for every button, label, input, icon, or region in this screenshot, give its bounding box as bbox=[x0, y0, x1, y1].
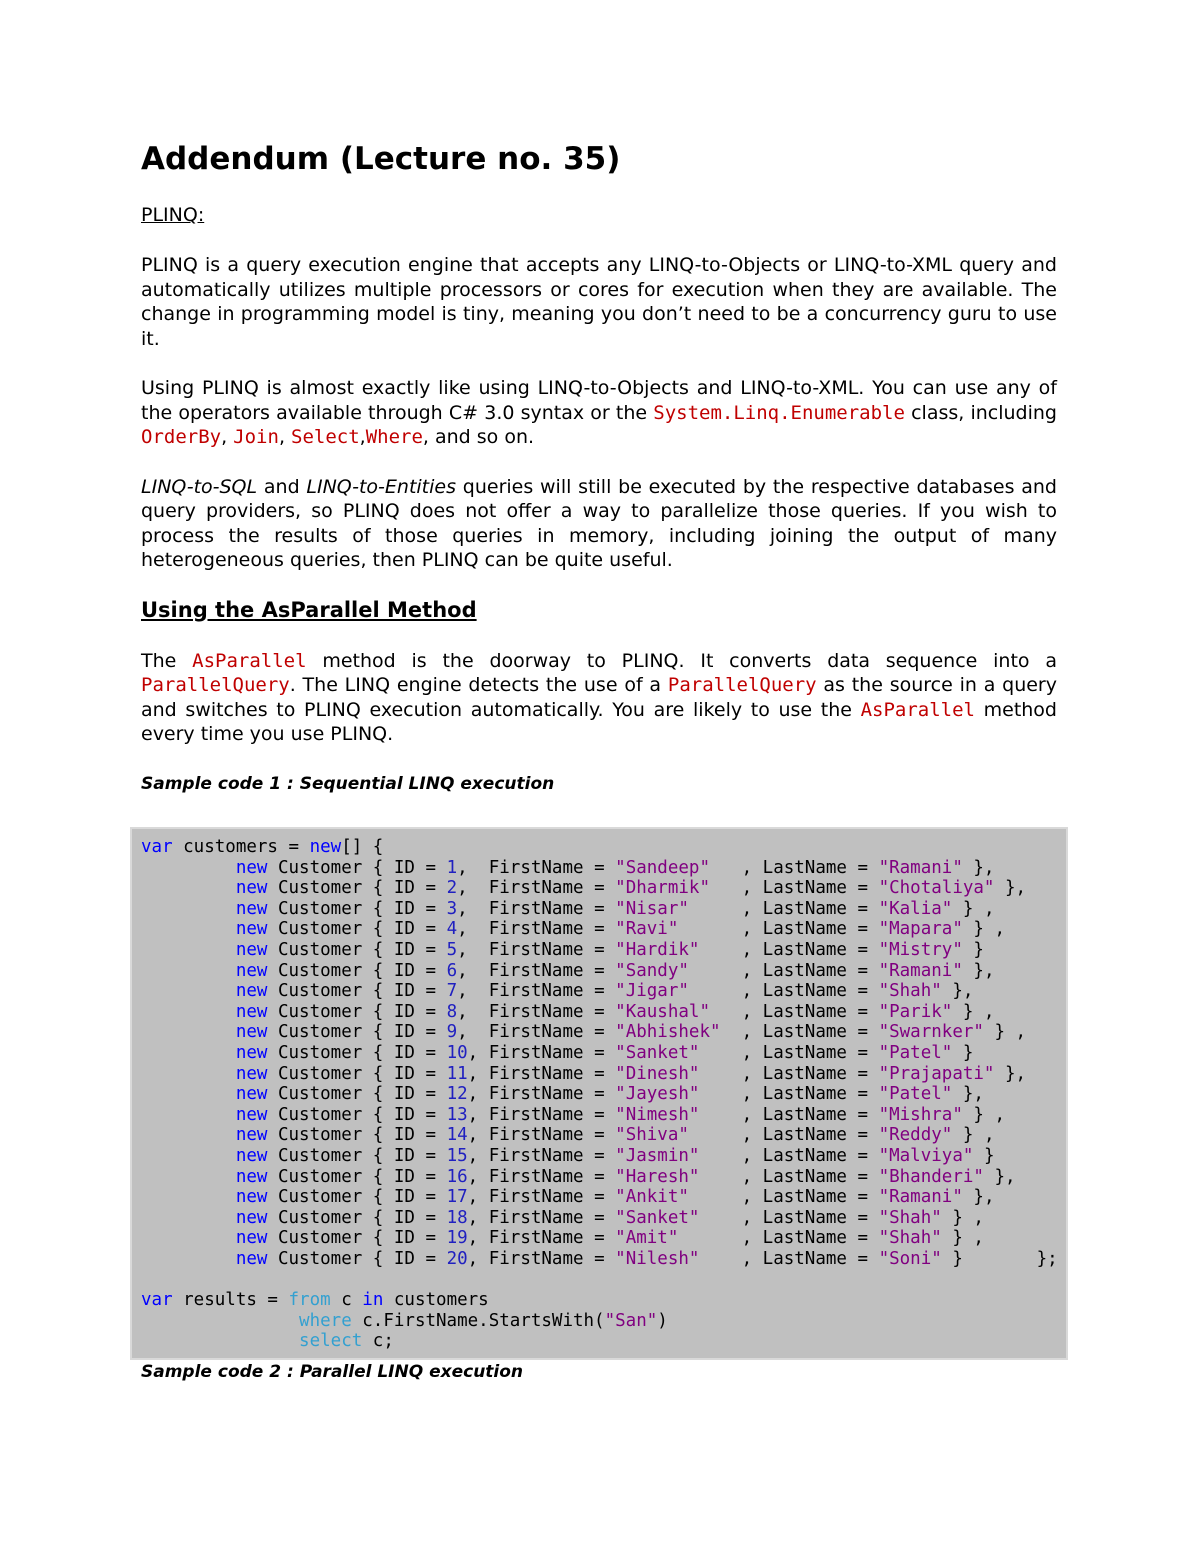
code-text: Customer { ID = bbox=[267, 1042, 447, 1063]
customer-first-name: "Haresh" bbox=[615, 1166, 700, 1187]
code-text: Customer { ID = bbox=[267, 1104, 447, 1125]
customer-id: 18 bbox=[446, 1207, 468, 1228]
parallelquery-type: ParallelQuery bbox=[141, 674, 290, 696]
code-text: Customer { ID = bbox=[267, 1084, 447, 1105]
code-text: } , bbox=[941, 1228, 984, 1249]
code-text: , FirstName = bbox=[457, 981, 616, 1002]
code-indent bbox=[141, 1146, 236, 1166]
customer-first-name: "Dharmik" bbox=[615, 878, 710, 899]
code-text: ) bbox=[657, 1310, 668, 1331]
customer-first-name: "Jasmin" bbox=[615, 1145, 700, 1166]
code-keyword: new bbox=[235, 1207, 268, 1228]
customer-last-name: "Mapara" bbox=[878, 919, 963, 940]
code-indent bbox=[141, 1043, 236, 1063]
code-line-customer bbox=[141, 1022, 1026, 1042]
code-text: , FirstName = bbox=[467, 1125, 616, 1146]
code-text: , LastName = bbox=[678, 1228, 879, 1249]
customer-first-name: "Shiva" bbox=[615, 1125, 689, 1146]
code-text: , FirstName = bbox=[457, 1022, 616, 1043]
code-text: }, bbox=[994, 1063, 1027, 1084]
code-text: , FirstName = bbox=[467, 1248, 616, 1269]
code-text: , FirstName = bbox=[457, 919, 616, 940]
code-text: Customer { ID = bbox=[267, 878, 447, 899]
sample-code-2-caption: Sample code 2 : Parallel LINQ execution bbox=[141, 1362, 524, 1382]
code-text: Customer { ID = bbox=[267, 1145, 447, 1166]
customer-id: 13 bbox=[446, 1104, 468, 1125]
code-indent bbox=[141, 858, 236, 878]
code-text: customers bbox=[383, 1290, 489, 1311]
code-line-customer bbox=[141, 1105, 1005, 1125]
customer-first-name: "Ankit" bbox=[615, 1187, 689, 1208]
code-line-customer bbox=[141, 919, 1005, 939]
code-text: , LastName = bbox=[699, 1248, 879, 1269]
code-line-customer bbox=[141, 1167, 1016, 1187]
code-text: c; bbox=[362, 1331, 394, 1352]
code-indent bbox=[141, 1105, 236, 1125]
code-text: , LastName = bbox=[688, 981, 879, 1002]
code-text: , FirstName = bbox=[457, 1001, 616, 1022]
customer-last-name: "Mishra" bbox=[878, 1104, 963, 1125]
customer-id: 1 bbox=[446, 857, 458, 878]
enumerable-class: System.Linq.Enumerable bbox=[653, 401, 905, 424]
code-line-customer bbox=[141, 1208, 984, 1228]
code-keyword: new bbox=[235, 1248, 268, 1269]
paragraph-asparallel bbox=[141, 649, 1057, 747]
code-line-customer bbox=[141, 1043, 973, 1063]
code-text: , FirstName = bbox=[467, 1084, 616, 1105]
code-text: , LastName = bbox=[709, 878, 879, 899]
customer-first-name: "Jigar" bbox=[615, 981, 689, 1002]
code-text: , FirstName = bbox=[467, 1207, 616, 1228]
code-text: Customer { ID = bbox=[267, 1022, 447, 1043]
code-text: }, bbox=[962, 1187, 995, 1208]
code-text: , LastName = bbox=[699, 1063, 879, 1084]
text-segment: The bbox=[141, 649, 193, 672]
code-indent bbox=[141, 1187, 236, 1207]
text-segment: method every time you use PLINQ. bbox=[141, 698, 1057, 745]
code-keyword: new bbox=[235, 1187, 268, 1208]
customer-id: 16 bbox=[446, 1166, 468, 1187]
code-keyword: new bbox=[235, 1228, 268, 1249]
paragraph-plinq-intro: PLINQ is a query execution engine that accepts any LINQ-to-Objects or LINQ-to-XML query and automatically utilizes multiple processors or cores for execution when they are available. The change in programming model is tiny, meaning you don’t need to be a concurrency guru to use it. bbox=[141, 254, 1057, 350]
text-segment: and bbox=[257, 475, 307, 498]
customer-id: 7 bbox=[446, 981, 458, 1002]
code-text: , LastName = bbox=[688, 898, 879, 919]
code-keyword: new bbox=[235, 1063, 268, 1084]
customer-last-name: "Soni" bbox=[878, 1248, 942, 1269]
code-text: Customer { ID = bbox=[267, 1001, 447, 1022]
customer-lines bbox=[141, 858, 1058, 1269]
customer-first-name: "Ravi" bbox=[615, 919, 679, 940]
code-text: results = bbox=[172, 1290, 289, 1311]
code-line-customer bbox=[141, 858, 994, 878]
customer-first-name: "Nimesh" bbox=[615, 1104, 700, 1125]
code-indent bbox=[141, 1249, 236, 1269]
code-text: } , bbox=[983, 1022, 1027, 1043]
code-text: , LastName = bbox=[699, 939, 879, 960]
customer-id: 15 bbox=[446, 1145, 468, 1166]
code-text: Customer { ID = bbox=[267, 1125, 447, 1146]
customer-id: 11 bbox=[446, 1063, 468, 1084]
term-linq-to-sql: LINQ-to-SQL bbox=[141, 475, 258, 498]
code-text: } bbox=[973, 1145, 995, 1166]
code-text: } , bbox=[952, 898, 995, 919]
customer-id: 20 bbox=[446, 1248, 468, 1269]
customer-last-name: "Parik" bbox=[878, 1001, 953, 1022]
code-keyword: new bbox=[235, 898, 268, 919]
page-title: Addendum (Lecture no. 35) bbox=[141, 141, 621, 177]
op-join: Join bbox=[233, 426, 279, 448]
code-text: }, bbox=[962, 960, 995, 981]
code-keyword: var bbox=[141, 837, 173, 857]
code-keyword: new bbox=[309, 837, 342, 857]
customer-last-name: "Ramani" bbox=[878, 1187, 963, 1208]
code-keyword: where bbox=[299, 1310, 352, 1331]
code-line-customer bbox=[141, 1228, 984, 1248]
text-segment: method is the doorway to PLINQ. It converts data sequence into a bbox=[306, 649, 1057, 672]
code-text: } }; bbox=[941, 1248, 1058, 1269]
code-keyword: new bbox=[235, 857, 268, 878]
code-text: Customer { ID = bbox=[267, 939, 447, 960]
customer-first-name: "Sandy" bbox=[615, 960, 689, 981]
customer-first-name: "Hardik" bbox=[615, 939, 700, 960]
code-keyword: new bbox=[235, 878, 268, 899]
customer-first-name: "Nilesh" bbox=[615, 1248, 700, 1269]
code-text: Customer { ID = bbox=[267, 1187, 447, 1208]
code-text: c.FirstName.StartsWith( bbox=[351, 1310, 605, 1331]
code-text: , LastName = bbox=[699, 1104, 879, 1125]
code-text: }, bbox=[952, 1084, 984, 1105]
code-text: } bbox=[952, 1042, 974, 1063]
code-indent bbox=[141, 961, 236, 981]
code-text: , LastName = bbox=[688, 1125, 879, 1146]
code-text: , LastName = bbox=[699, 1166, 879, 1187]
customer-first-name: "Nisar" bbox=[615, 898, 689, 919]
code-text: , FirstName = bbox=[457, 878, 616, 899]
code-text: , FirstName = bbox=[457, 857, 616, 878]
customer-last-name: "Ramani" bbox=[878, 857, 963, 878]
code-keyword: new bbox=[235, 1084, 268, 1105]
code-keyword: select bbox=[299, 1331, 363, 1352]
parallelquery-type: ParallelQuery bbox=[667, 674, 817, 696]
customer-last-name: "Prajapati" bbox=[878, 1063, 995, 1084]
code-line-customer bbox=[141, 1002, 994, 1022]
code-text: } , bbox=[962, 1104, 1006, 1125]
code-text: }, bbox=[962, 857, 995, 878]
customer-first-name: "Sanket" bbox=[615, 1042, 700, 1063]
code-text: }, bbox=[994, 878, 1027, 899]
code-indent bbox=[141, 1167, 236, 1187]
customer-last-name: "Mistry" bbox=[878, 939, 963, 960]
code-text: , LastName = bbox=[688, 1187, 879, 1208]
code-keyword: new bbox=[235, 981, 268, 1002]
customer-last-name: "Shah" bbox=[878, 1207, 942, 1228]
code-text: } , bbox=[952, 1001, 995, 1022]
code-text: , FirstName = bbox=[457, 898, 616, 919]
code-line-customer bbox=[141, 940, 984, 960]
paragraph-linq-sql bbox=[141, 475, 1057, 573]
customer-first-name: "Abhishek" bbox=[615, 1022, 721, 1043]
customer-id: 12 bbox=[446, 1084, 468, 1105]
code-indent bbox=[141, 899, 236, 919]
code-line-customer bbox=[141, 1064, 1026, 1084]
code-line-customer bbox=[141, 1084, 984, 1104]
code-indent bbox=[141, 1002, 236, 1022]
code-keyword: from bbox=[288, 1290, 331, 1311]
code-text: , FirstName = bbox=[457, 939, 616, 960]
code-keyword: new bbox=[235, 1166, 268, 1187]
op-select: Select bbox=[291, 426, 360, 448]
customer-id: 9 bbox=[446, 1022, 458, 1043]
customer-id: 14 bbox=[446, 1125, 468, 1146]
code-line-customer bbox=[141, 878, 1026, 898]
code-text: , FirstName = bbox=[467, 1166, 616, 1187]
code-block bbox=[130, 827, 1068, 1360]
code-text: Customer { ID = bbox=[267, 919, 447, 940]
term-linq-to-entities: LINQ-to-Entities bbox=[306, 475, 456, 498]
code-text: , FirstName = bbox=[457, 960, 616, 981]
code-keyword: new bbox=[235, 1022, 268, 1043]
code-text: , LastName = bbox=[709, 1001, 879, 1022]
code-text: } , bbox=[952, 1125, 995, 1146]
text-segment: as the source in a query and switches to PLINQ execution automatically. You are likely to use the bbox=[141, 674, 1057, 721]
customer-last-name: "Kalia" bbox=[878, 898, 953, 919]
code-keyword: new bbox=[235, 960, 268, 981]
code-text: , LastName = bbox=[699, 1084, 879, 1105]
code-text: , FirstName = bbox=[467, 1145, 616, 1166]
customer-id: 17 bbox=[446, 1187, 468, 1208]
code-content bbox=[141, 837, 1062, 1352]
code-indent bbox=[141, 1125, 236, 1145]
customer-first-name: "Jayesh" bbox=[615, 1084, 700, 1105]
customer-first-name: "Amit" bbox=[615, 1228, 679, 1249]
customer-last-name: "Patel" bbox=[878, 1084, 953, 1105]
code-text: Customer { ID = bbox=[267, 1207, 447, 1228]
text-segment: Using PLINQ is almost exactly like using LINQ-to-Objects and LINQ-to-XML. You can use any of the operators available through C# 3.0 syntax or the bbox=[141, 377, 1057, 424]
text-segment: queries will still be executed by the respective databases and query providers, so PLINQ does not offer a way to parallelize those queries. If you wish to process the results of those queries in memory, including joining the output of many heterogeneous queries, then PLINQ can be quite useful. bbox=[141, 475, 1057, 571]
customer-first-name: "Kaushal" bbox=[615, 1001, 710, 1022]
customer-id: 4 bbox=[446, 919, 458, 940]
code-text: , FirstName = bbox=[467, 1063, 616, 1084]
code-text: }, bbox=[941, 981, 974, 1002]
customer-last-name: "Shah" bbox=[878, 981, 942, 1002]
code-keyword: new bbox=[235, 939, 268, 960]
code-keyword: new bbox=[235, 1145, 268, 1166]
customer-id: 19 bbox=[446, 1228, 468, 1249]
code-line-customer bbox=[141, 961, 994, 981]
code-text: }, bbox=[983, 1166, 1016, 1187]
code-keyword: new bbox=[235, 1001, 268, 1022]
code-indent bbox=[141, 1064, 236, 1084]
plinq-heading: PLINQ: bbox=[141, 204, 205, 226]
code-text: , FirstName = bbox=[467, 1042, 616, 1063]
asparallel-method: AsParallel bbox=[860, 698, 975, 721]
code-text: , FirstName = bbox=[467, 1104, 616, 1125]
code-keyword: var bbox=[141, 1290, 173, 1311]
code-line-customer bbox=[141, 1146, 994, 1166]
customer-last-name: "Bhanderi" bbox=[878, 1166, 984, 1187]
code-text: , LastName = bbox=[709, 857, 879, 878]
code-line-customer bbox=[141, 1187, 994, 1207]
code-text: , LastName = bbox=[688, 960, 879, 981]
code-line-customer bbox=[141, 899, 995, 919]
code-keyword: in bbox=[362, 1290, 384, 1311]
code-text: Customer { ID = bbox=[267, 981, 447, 1002]
code-text: , FirstName = bbox=[467, 1228, 616, 1249]
code-keyword: new bbox=[235, 1125, 268, 1146]
code-string: "San" bbox=[604, 1310, 658, 1331]
code-text: Customer { ID = bbox=[267, 1228, 447, 1249]
code-indent bbox=[141, 1228, 236, 1248]
code-line-customer bbox=[141, 981, 973, 1001]
code-text: , FirstName = bbox=[467, 1187, 616, 1208]
code-text: Customer { ID = bbox=[267, 960, 447, 981]
customer-id: 3 bbox=[446, 898, 458, 919]
customer-last-name: "Malviya" bbox=[878, 1145, 974, 1166]
code-keyword: new bbox=[235, 1104, 268, 1125]
code-text: Customer { ID = bbox=[267, 1166, 447, 1187]
code-text: } , bbox=[962, 919, 1006, 940]
asparallel-method: AsParallel bbox=[192, 649, 307, 672]
code-text: } , bbox=[941, 1207, 984, 1228]
customer-last-name: "Shah" bbox=[878, 1228, 942, 1249]
code-text: Customer { ID = bbox=[267, 1248, 447, 1269]
code-text: , LastName = bbox=[678, 919, 879, 940]
code-line-customer bbox=[141, 1125, 995, 1145]
code-text: , LastName = bbox=[699, 1145, 879, 1166]
text-segment: . The LINQ engine detects the use of a bbox=[289, 674, 668, 696]
paragraph-plinq-usage: Using PLINQ is almost exactly like using LINQ-to-Objects and LINQ-to-XML. You can use any of the operators available through C# 3.0 syntax or the System.Linq.Enumerable class, including OrderBy, Join, Select,Where, and so on. bbox=[141, 377, 1057, 448]
customer-id: 2 bbox=[446, 878, 458, 899]
customer-last-name: "Swarnker" bbox=[878, 1022, 984, 1043]
document-page bbox=[141, 138, 1057, 795]
code-indent bbox=[141, 1208, 236, 1228]
customer-last-name: "Reddy" bbox=[878, 1125, 953, 1146]
code-text: Customer { ID = bbox=[267, 857, 447, 878]
code-keyword: new bbox=[235, 1042, 268, 1063]
code-indent bbox=[141, 940, 236, 960]
asparallel-heading: Using the AsParallel Method bbox=[141, 597, 477, 622]
code-text: , LastName = bbox=[720, 1022, 879, 1043]
text-segment: class, including bbox=[904, 401, 1057, 424]
customer-id: 8 bbox=[446, 1001, 458, 1022]
code-text: Customer { ID = bbox=[267, 1063, 447, 1084]
customer-id: 6 bbox=[446, 960, 458, 981]
code-keyword: new bbox=[235, 919, 268, 940]
code-text: Customer { ID = bbox=[267, 898, 447, 919]
code-indent bbox=[141, 919, 236, 939]
customer-id: 5 bbox=[446, 939, 458, 960]
code-text: [] { bbox=[341, 837, 384, 857]
code-indent bbox=[141, 878, 236, 898]
op-where: Where bbox=[365, 426, 423, 448]
code-text: , LastName = bbox=[699, 1042, 879, 1063]
customer-first-name: "Sandeep" bbox=[615, 857, 710, 878]
code-text: , LastName = bbox=[699, 1207, 879, 1228]
customer-last-name: "Chotaliya" bbox=[878, 878, 995, 899]
sample-code-1-caption: Sample code 1 : Sequential LINQ execution bbox=[141, 773, 555, 794]
customer-id: 10 bbox=[446, 1042, 468, 1063]
op-orderby: OrderBy bbox=[141, 426, 222, 448]
customer-first-name: "Dinesh" bbox=[615, 1063, 700, 1084]
code-text: } bbox=[962, 939, 984, 960]
text-segment: , and so on. bbox=[422, 426, 535, 448]
code-indent bbox=[141, 981, 236, 1001]
code-text: c bbox=[330, 1290, 363, 1311]
customer-last-name: "Patel" bbox=[878, 1042, 953, 1063]
code-indent bbox=[141, 1084, 236, 1104]
customer-first-name: "Sanket" bbox=[615, 1207, 700, 1228]
code-text: customers = bbox=[172, 837, 310, 857]
customer-last-name: "Ramani" bbox=[878, 960, 963, 981]
code-line-customer bbox=[141, 1249, 1058, 1269]
code-indent bbox=[141, 1022, 236, 1042]
